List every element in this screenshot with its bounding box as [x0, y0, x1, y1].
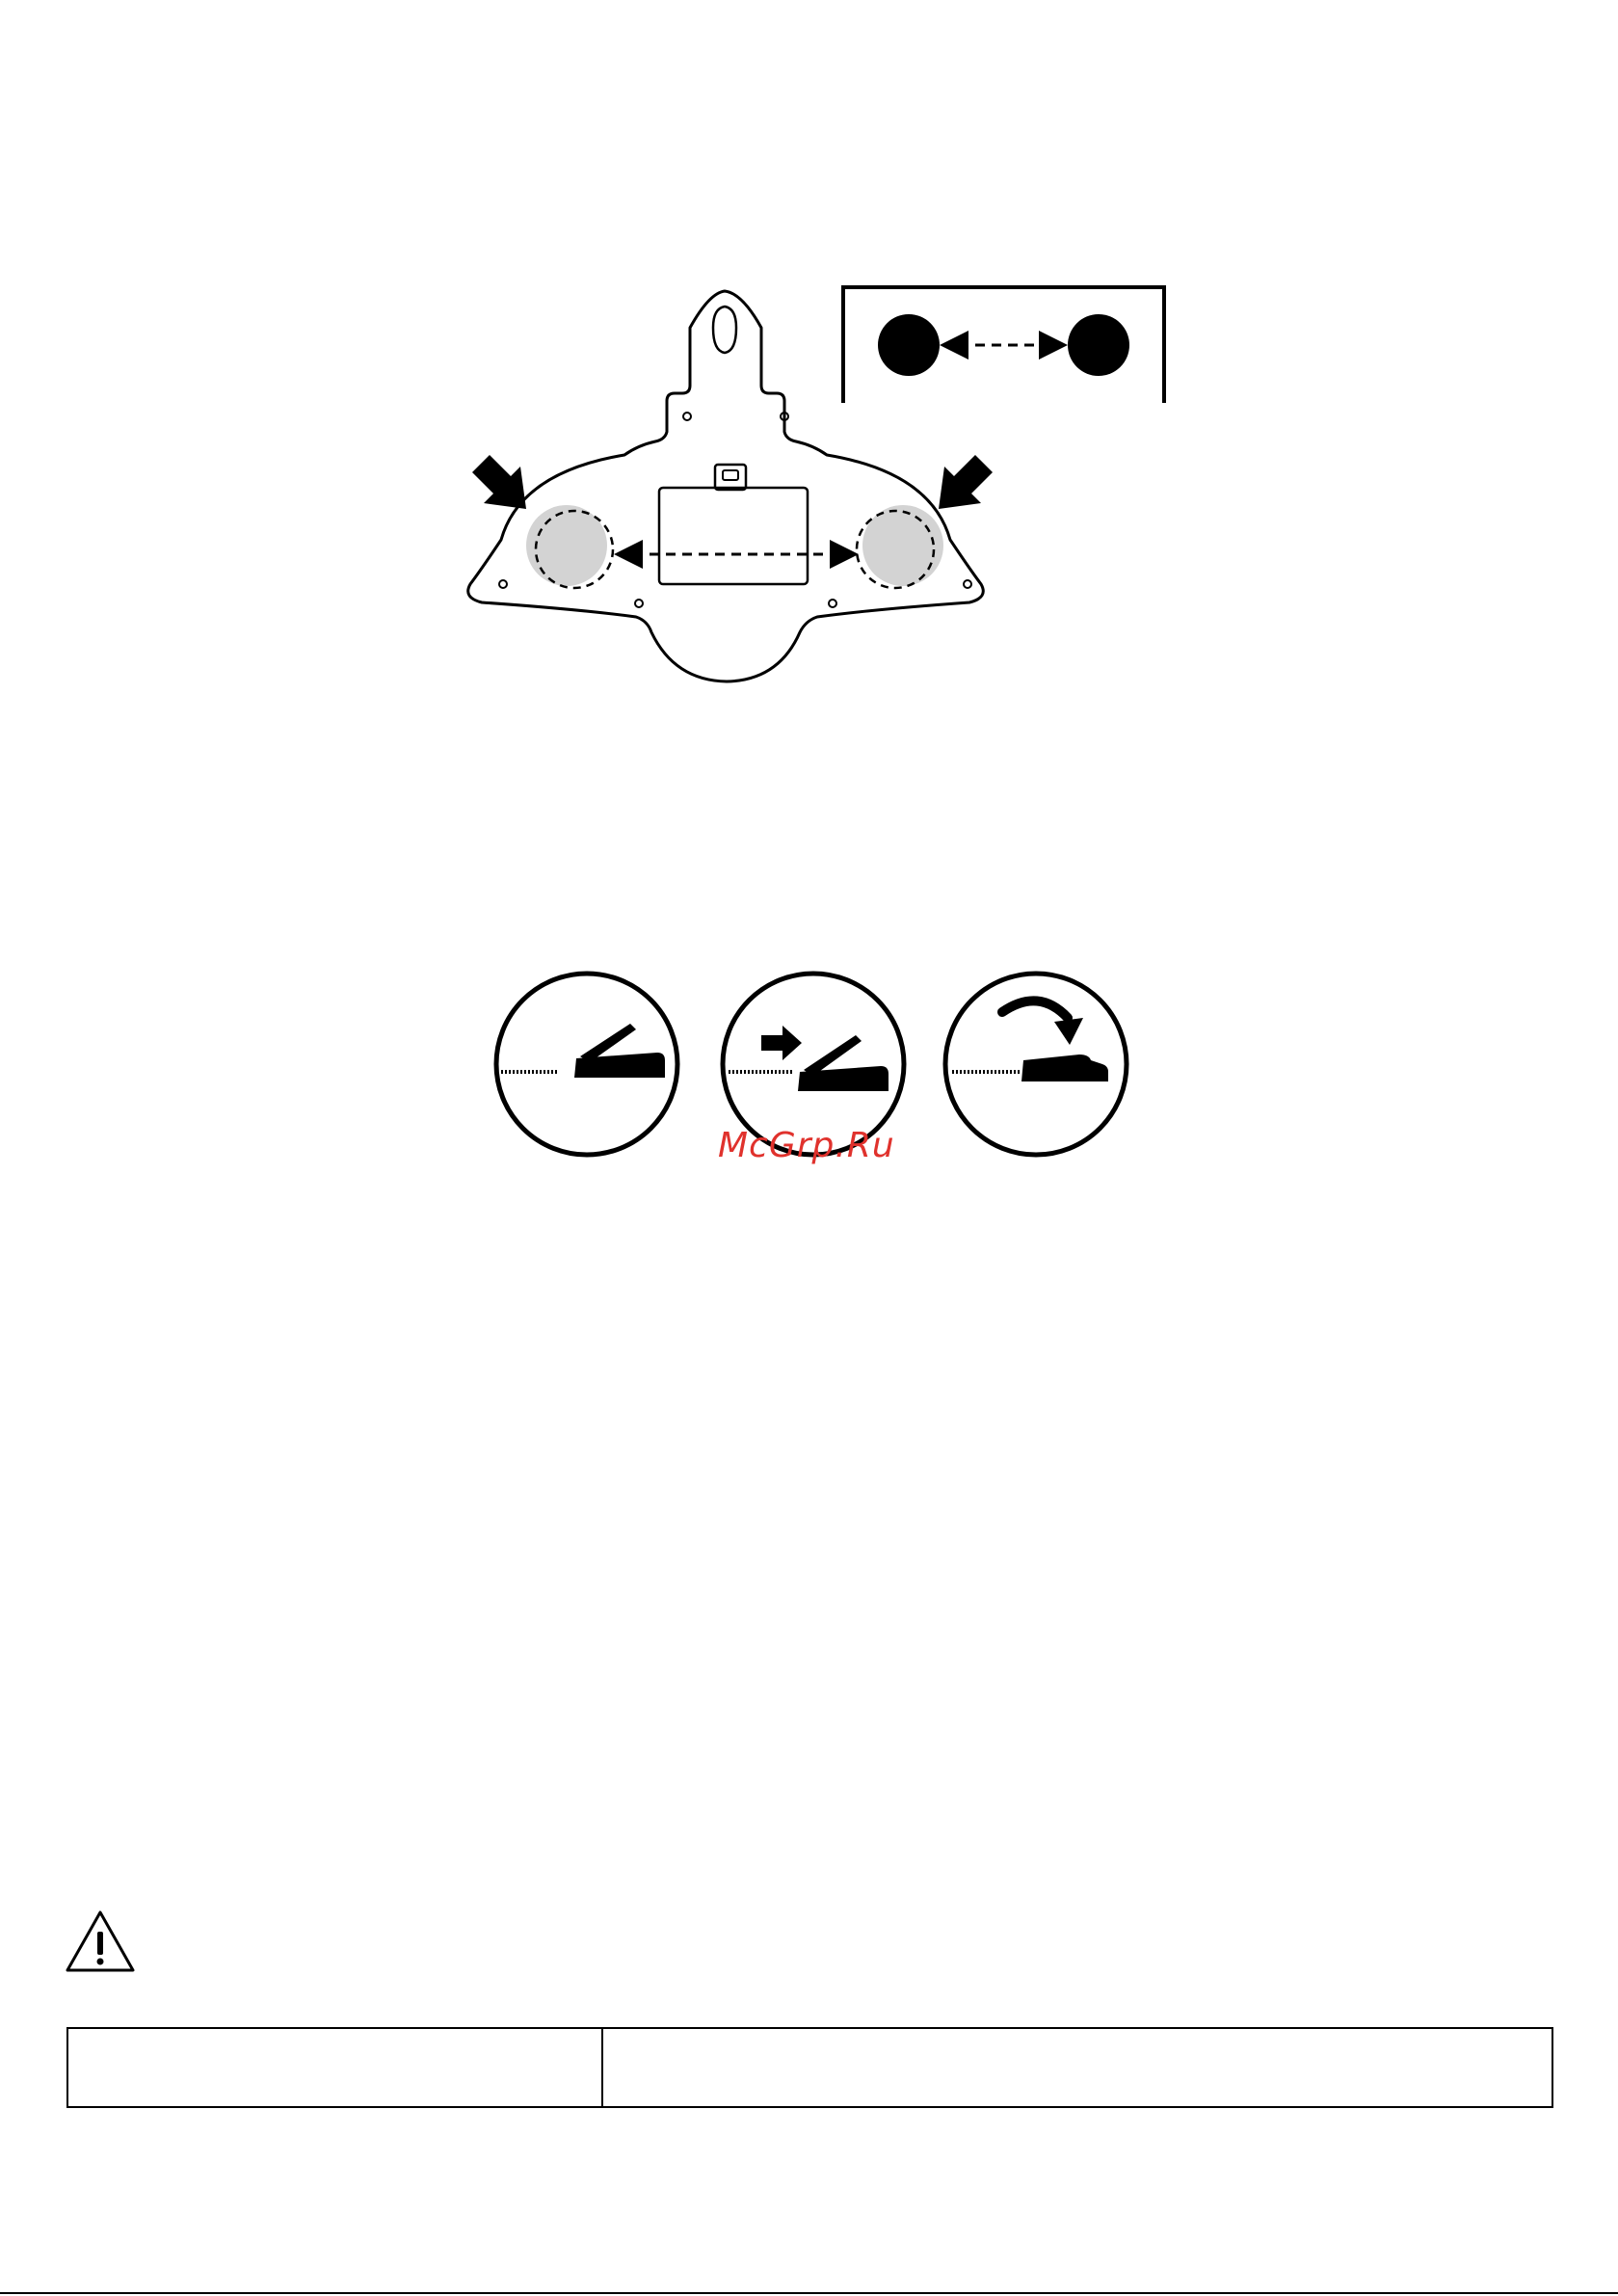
step-1-clip-open: [496, 974, 677, 1155]
left-pointer-arrow: [472, 455, 526, 509]
info-table: [66, 2027, 1553, 2108]
page-bottom-rule: [0, 2292, 1618, 2294]
right-pointer-arrow: [939, 455, 993, 509]
hole-spacing-diagram: [843, 287, 1164, 403]
info-table-right-cell: [603, 2029, 1552, 2106]
warning-triangle-icon: [64, 1909, 137, 1974]
watermark-text: McGrp.Ru: [718, 1126, 895, 1165]
info-table-left-cell: [68, 2029, 603, 2106]
step-3-clip-close: [945, 974, 1127, 1155]
right-mount-marker: [862, 505, 943, 586]
